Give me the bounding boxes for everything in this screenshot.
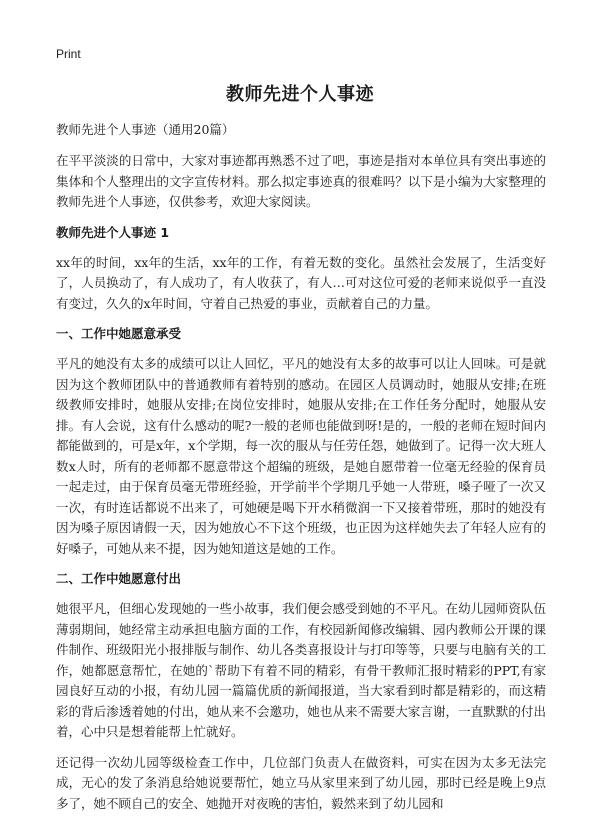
section-heading-3: 二、工作中她愿意付出 [56,571,182,586]
section-heading-1: 教师先进个人事迹 1 [56,224,170,240]
intro-paragraph: 在平平淡淡的日常中，大家对事迹都再熟悉不过了吧，事迹是指对本单位具有突出事迹的集体和个人整理出的文字宣传材料。那么拟定事迹真的很难吗？以下是小编为大家整理的教师先进个人事迹，仅供参考，欢迎大家阅读。 [56,153,546,209]
page-title: 教师先进个人事迹 [226,84,374,105]
document-body [56,151,546,824]
body-paragraph-4: 还记得一次幼儿园等级检查工作中，几位部门负责人在做资料，可实在因为太多无法完成，无心的发了条消息给她说要帮忙，她立马从家里来到了幼儿园，那时已经是晚上9点多了，她不顾自己的安全、她抛开对夜晚的害怕，毅然来到了幼儿园和 [56,754,546,811]
section-heading-2: 一、工作中她愿意承受 [56,326,182,341]
document-subtitle: 教师先进个人事迹（通用20篇） [56,122,235,137]
body-paragraph-2: 平凡的她没有太多的成绩可以让人回忆，平凡的她没有太多的故事可以让人回味。可是就因为这个教师团队中的普通教师有着特别的感动。在园区人员调动时，她服从安排;在班级教师安排时，她服从安排;在岗位安排时，她服从安排;在工作任务分配时，她服从安排。有人会说，这有什么感动的呢?一般的老师也能做到呀!是的，一般的老师在短时间内都能做到的，可是x年，x个学期，每一次的服从与任劳任怨，她做到了。记得一次大班人数x人时，所有的老师都不愿意带这个超编的班级，是她自愿带着一位毫无经验的保育员一起走过，由于保育员毫无带班经验，开学前半个学期几乎她一人带班，嗓子哑了一次又一次，有时连话都说不出来了，可她硬是喝下开水稍微润一下又接着带班，那时的她没有因为嗓子原因请假一天，因为她放心不下这个班级，也正因为这样她失去了年轻人应有的好嗓子，可她从来不提，因为她知道这是她的工作。 [56,356,546,556]
body-paragraph-3: 她很平凡，但细心发现她的一些小故事，我们便会感受到她的不平凡。在幼儿园师资队伍薄弱期间，她经常主动承担电脑方面的工作，有校园新闻修改编辑、园内教师公开课的课件制作、班级阳光小报排版与制作、幼儿各类喜报设计与打印等等，只要与电脑有关的工作，她都愿意帮忙，在她的`帮助下有着不同的精彩，有骨干教师汇报时精彩的PPT,有家园良好互动的小报，有幼儿园一篇篇优质的新闻报道，当大家看到时都是精彩的，而这精彩的背后渗透着她的付出，她从来不会邀功，她也从来不需要大家言谢，一直默默的付出着，心中只是想着能帮上忙就好。 [56,601,546,739]
print-link[interactable]: Print [56,47,81,61]
body-paragraph-1: xx年的时间，xx年的生活，xx年的工作，有着无数的变化。虽然社会发展了，生活变好了，人员换动了，有人成功了，有人收获了，有人…可对这位可爱的老师来说似乎一直没有变过，久久的x年时间，守着自己热爱的事业，贡献着自己的力量。 [56,254,546,311]
